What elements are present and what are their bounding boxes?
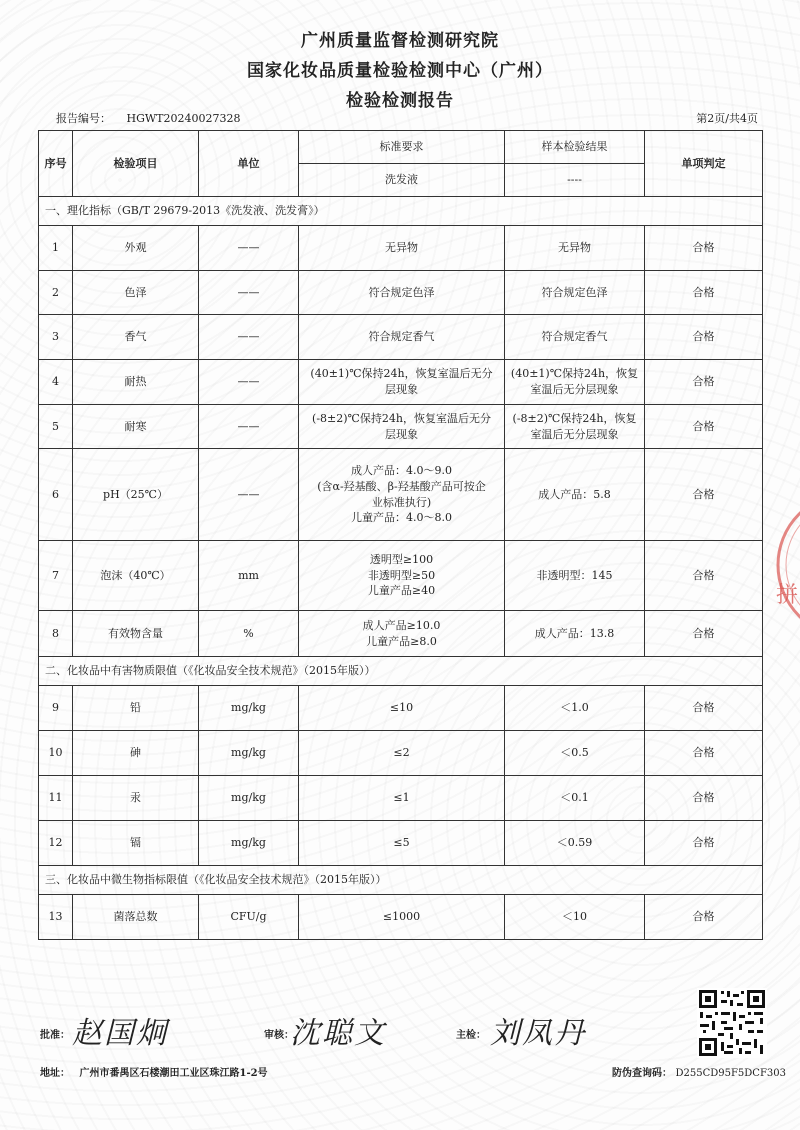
standard-line: 无异物 [385, 241, 418, 255]
row-result [505, 895, 645, 940]
row-unit: —— [199, 449, 299, 541]
result-line: (40±1)℃保持24h，恢复 [510, 367, 639, 381]
row-unit: —— [199, 315, 299, 360]
table-row [39, 686, 763, 731]
standard-line: (40±1)℃保持24h，恢复室温后无分 [310, 367, 493, 381]
row-number: 7 [39, 541, 73, 611]
center-title: 国家化妆品质量检验检测中心（广州） [247, 61, 553, 81]
row-judgement: 合格 [645, 315, 763, 360]
row-judgement: 合格 [645, 360, 763, 405]
row-item: 耐寒 [73, 405, 199, 449]
row-standard [299, 731, 505, 776]
row-number: 4 [39, 360, 73, 405]
row-item: 镉 [73, 821, 199, 866]
results-table [38, 130, 763, 940]
row-number: 2 [39, 271, 73, 315]
row-item: 有效物含量 [73, 611, 199, 657]
table-row [39, 449, 763, 541]
result-line: 成人产品：5.8 [538, 487, 611, 501]
seal-stamp [770, 480, 800, 650]
row-number: 1 [39, 226, 73, 271]
verify-code-value: D255CD95F5DCF303 [675, 1068, 786, 1079]
row-number: 12 [39, 821, 73, 866]
row-item: 香气 [73, 315, 199, 360]
standard-line: ≤1 [393, 791, 410, 805]
standard-line: ≤1000 [382, 910, 421, 924]
row-result [505, 315, 645, 360]
report-number-label: 报告编号： [56, 112, 111, 125]
table-row [39, 821, 763, 866]
row-judgement: 合格 [645, 405, 763, 449]
address-label: 地址： [40, 1068, 70, 1079]
result-line: ＜1.0 [560, 701, 589, 715]
row-result [505, 776, 645, 821]
result-line: ＜0.5 [560, 746, 589, 760]
result-line: ＜10 [562, 910, 587, 924]
row-result [505, 405, 645, 449]
row-number: 5 [39, 405, 73, 449]
row-number: 11 [39, 776, 73, 821]
inspect-signature: 刘凤丹 [490, 1016, 586, 1051]
row-standard [299, 449, 505, 541]
section-row [39, 866, 763, 895]
row-item: 汞 [73, 776, 199, 821]
address-line [40, 1064, 268, 1079]
row-unit: —— [199, 226, 299, 271]
header-standard: 标准要求 [299, 131, 505, 164]
row-number: 8 [39, 611, 73, 657]
row-standard [299, 895, 505, 940]
result-line: ＜0.59 [556, 836, 593, 850]
table-row [39, 405, 763, 449]
inspect-label: 主检： [456, 1030, 486, 1041]
row-result [505, 541, 645, 611]
review-signature: 沈聪文 [290, 1016, 386, 1051]
table-row [39, 776, 763, 821]
approve-signature: 赵国炯 [72, 1016, 168, 1051]
verify-code-label: 防伪查询码： [612, 1068, 672, 1079]
row-unit: mg/kg [199, 821, 299, 866]
standard-line: (含α-羟基酸、β-羟基酸产品可按企 [317, 479, 486, 493]
row-item: 菌落总数 [73, 895, 199, 940]
row-judgement: 合格 [645, 226, 763, 271]
row-standard [299, 821, 505, 866]
row-item: 泡沫（40℃） [73, 541, 199, 611]
report-number [56, 110, 241, 126]
standard-line: (-8±2)℃保持24h，恢复室温后无分 [312, 411, 491, 425]
row-result [505, 449, 645, 541]
result-line: 室温后无分层现象 [530, 427, 619, 441]
standard-line: 符合规定香气 [368, 330, 435, 344]
standard-line: 非透明型≥50 [367, 568, 436, 582]
row-unit: —— [199, 271, 299, 315]
row-judgement: 合格 [645, 611, 763, 657]
row-unit: % [199, 611, 299, 657]
standard-line: ≤5 [393, 836, 410, 850]
row-judgement: 合格 [645, 731, 763, 776]
table-row [39, 360, 763, 405]
standard-line: 符合规定色泽 [368, 285, 435, 299]
result-line: 室温后无分层现象 [530, 383, 619, 396]
row-standard [299, 226, 505, 271]
row-result [505, 821, 645, 866]
table-row [39, 541, 763, 611]
standard-line: 儿童产品≥40 [367, 584, 436, 598]
row-number: 9 [39, 686, 73, 731]
header-item: 检验项目 [73, 131, 199, 197]
table-row [39, 271, 763, 315]
row-standard [299, 405, 505, 449]
header-sample: 样本检验结果 [505, 131, 645, 164]
qr-code-icon [697, 988, 767, 1058]
row-judgement: 合格 [645, 821, 763, 866]
institute-title: 广州质量监督检测研究院 [301, 31, 499, 51]
standard-line: 儿童产品≥8.0 [366, 634, 437, 648]
row-result [505, 731, 645, 776]
row-unit: mg/kg [199, 776, 299, 821]
row-standard [299, 776, 505, 821]
row-judgement: 合格 [645, 686, 763, 731]
row-number: 13 [39, 895, 73, 940]
section-title: 三、化妆品中微生物指标限值（《化妆品安全技术规范》（2015年版）） [39, 866, 763, 895]
standard-line: 儿童产品：4.0～8.0 [351, 511, 452, 525]
row-judgement: 合格 [645, 449, 763, 541]
verify-code-line [612, 1064, 786, 1079]
address-value: 广州市番禺区石楼潮田工业区珠江路1-2号 [79, 1068, 268, 1079]
approve-label: 批准： [40, 1030, 70, 1041]
standard-line: ≤10 [389, 701, 414, 715]
row-item: 铅 [73, 686, 199, 731]
section-row [39, 657, 763, 686]
page-info: 第2页/共4页 [696, 112, 758, 125]
standard-line: 业标准执行) [371, 495, 432, 509]
row-result [505, 226, 645, 271]
seal-stamp-text: 拼 [776, 583, 799, 608]
row-unit: mm [199, 541, 299, 611]
row-unit: CFU/g [199, 895, 299, 940]
row-judgement: 合格 [645, 776, 763, 821]
result-line: ＜0.1 [560, 791, 589, 805]
row-result [505, 271, 645, 315]
table-row [39, 731, 763, 776]
review-label: 审核： [264, 1030, 294, 1041]
row-result [505, 686, 645, 731]
standard-line: ≤2 [393, 746, 410, 760]
row-standard [299, 315, 505, 360]
standard-line: 成人产品：4.0～9.0 [351, 463, 452, 477]
row-number: 10 [39, 731, 73, 776]
row-standard [299, 686, 505, 731]
result-line: (-8±2)℃保持24h，恢复 [512, 411, 637, 425]
section-title: 二、化妆品中有害物质限值（《化妆品安全技术规范》（2015年版）） [39, 657, 763, 686]
row-judgement: 合格 [645, 271, 763, 315]
table-row [39, 226, 763, 271]
standard-line: 层现象 [385, 427, 418, 441]
header-sample-sub: ---- [505, 164, 645, 197]
row-standard [299, 271, 505, 315]
header-standard-sub: 洗发液 [299, 164, 505, 197]
row-number: 6 [39, 449, 73, 541]
header-judgement: 单项判定 [645, 131, 763, 197]
standard-line: 透明型≥100 [369, 552, 434, 566]
row-unit: —— [199, 405, 299, 449]
result-line: 符合规定色泽 [541, 285, 608, 299]
standard-line: 成人产品≥10.0 [362, 618, 441, 632]
result-line: 成人产品：13.8 [534, 626, 615, 640]
table-row [39, 611, 763, 657]
result-line: 非透明型：145 [536, 568, 613, 582]
standard-line: 层现象 [385, 383, 418, 396]
report-title: 检验检测报告 [346, 91, 454, 111]
row-item: 耐热 [73, 360, 199, 405]
report-number-value: HGWT20240027328 [126, 112, 241, 125]
row-item: pH（25℃） [73, 449, 199, 541]
result-line: 符合规定香气 [541, 330, 608, 344]
row-number: 3 [39, 315, 73, 360]
section-row [39, 197, 763, 226]
result-line: 无异物 [558, 241, 591, 255]
row-result [505, 611, 645, 657]
row-item: 外观 [73, 226, 199, 271]
row-unit: mg/kg [199, 731, 299, 776]
header-unit: 单位 [199, 131, 299, 197]
section-title: 一、理化指标（GB/T 29679-2013《洗发液、洗发膏》） [39, 197, 763, 226]
row-result [505, 360, 645, 405]
row-standard [299, 541, 505, 611]
row-item: 色泽 [73, 271, 199, 315]
row-unit: mg/kg [199, 686, 299, 731]
row-unit: —— [199, 360, 299, 405]
row-standard [299, 360, 505, 405]
row-standard [299, 611, 505, 657]
row-judgement: 合格 [645, 541, 763, 611]
table-row [39, 895, 763, 940]
row-judgement: 合格 [645, 895, 763, 940]
header-seq: 序号 [39, 131, 73, 197]
table-row [39, 315, 763, 360]
row-item: 砷 [73, 731, 199, 776]
